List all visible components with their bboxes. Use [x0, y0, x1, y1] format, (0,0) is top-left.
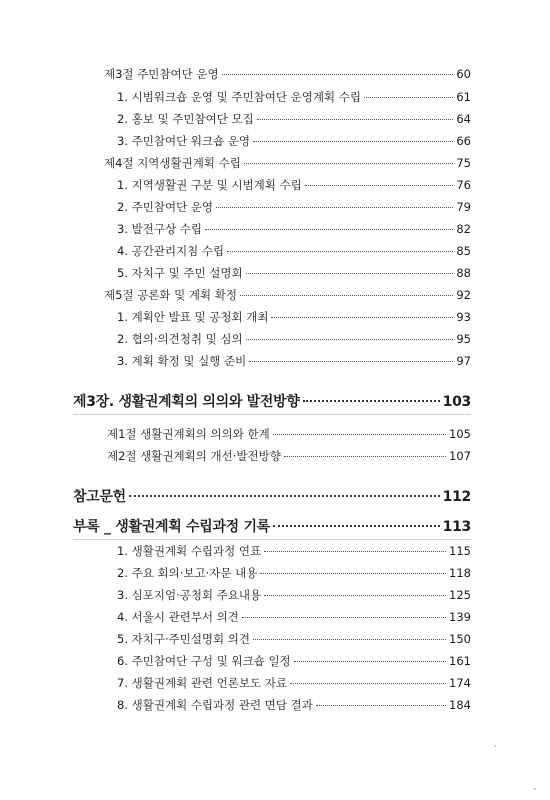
- toc-page-number: 85: [456, 244, 471, 258]
- toc-page-number: 95: [456, 332, 471, 346]
- dot-leader: [246, 273, 454, 274]
- toc-page-number: 112: [442, 489, 471, 505]
- toc-item[interactable]: [117, 653, 471, 669]
- toc-item[interactable]: [117, 631, 471, 647]
- toc-page-number: 184: [449, 698, 471, 712]
- dot-leader: [273, 525, 440, 527]
- toc-item[interactable]: [117, 697, 471, 713]
- scan-speck: [494, 745, 496, 747]
- toc-page-number: 75: [456, 156, 471, 170]
- dot-leader: [205, 229, 453, 230]
- toc-entry-title: 제4절 지역생활권계획 수립: [104, 156, 241, 170]
- toc-entry-title: 5. 자치구 및 주민 설명회: [117, 266, 243, 280]
- dot-leader: [249, 361, 453, 362]
- toc-item[interactable]: [117, 111, 471, 127]
- toc-section[interactable]: [107, 426, 471, 442]
- toc-page-number: 61: [456, 90, 471, 104]
- dot-leader: [271, 317, 453, 318]
- toc-page-number: 79: [456, 200, 471, 214]
- dot-leader: [227, 251, 453, 252]
- toc-entry-title: 3. 발전구상 수립: [117, 222, 202, 236]
- toc-page-number: 103: [442, 394, 471, 410]
- toc-entry-title: 1. 생활권계획 수립과정 연표: [117, 544, 262, 558]
- scan-speck: [534, 788, 536, 790]
- toc-entry-title: 6. 주민참여단 구성 및 워크숍 일정: [117, 654, 291, 668]
- toc-chapter-3[interactable]: [73, 391, 471, 411]
- toc-entry-title: 제1절 생활권계획의 의의와 한계: [107, 427, 270, 441]
- toc-entry-title: 1. 계획안 발표 및 공청회 개최: [117, 310, 269, 324]
- toc-page-number: 97: [456, 354, 471, 368]
- dot-leader: [222, 74, 454, 75]
- dot-leader: [264, 595, 446, 596]
- toc-chapter-title: 제3장. 생활권계획의 의의와 발전방향: [73, 394, 300, 410]
- dot-leader: [264, 551, 446, 552]
- dot-leader: [290, 683, 446, 684]
- toc-page-number: 88: [456, 266, 471, 280]
- toc-page-number: 66: [456, 134, 471, 148]
- toc-entry-title: 2. 주요 회의·보고·자문 내용: [117, 566, 258, 580]
- toc-page-number: 105: [449, 427, 471, 441]
- toc-entry-title: 4. 공간관리지침 수립: [117, 244, 225, 258]
- toc-page-number: 82: [456, 222, 471, 236]
- toc-entry-title: 5. 자치구·주민설명회 의견: [117, 632, 251, 646]
- dot-leader: [244, 163, 454, 164]
- toc-references[interactable]: [73, 486, 471, 506]
- dot-leader: [240, 295, 453, 296]
- toc-entry-title: 3. 계획 확정 및 실행 준비: [117, 354, 247, 368]
- toc-page-number: 92: [456, 288, 471, 302]
- toc-entry-title: 2. 홍보 및 주민참여단 모집: [117, 112, 254, 126]
- toc-page-number: 113: [442, 519, 471, 535]
- divider: [73, 414, 471, 415]
- toc-entry-title: 2. 협의·의견청취 및 심의: [117, 332, 243, 346]
- toc-item[interactable]: [117, 309, 471, 325]
- dot-leader: [273, 434, 446, 435]
- toc-page-number: 139: [449, 610, 471, 624]
- dot-leader: [294, 661, 446, 662]
- toc-item[interactable]: [117, 675, 471, 691]
- toc-entry-title: 제2절 생활권계획의 개선·발전방향: [107, 449, 281, 463]
- dot-leader: [253, 639, 446, 640]
- toc-page-number: 115: [449, 544, 471, 558]
- toc-page-number: 174: [449, 676, 471, 690]
- toc-page-number: 107: [449, 449, 471, 463]
- toc-page-number: 118: [449, 566, 471, 580]
- toc-section[interactable]: [104, 155, 471, 171]
- dot-leader: [253, 141, 453, 142]
- dot-leader: [305, 185, 454, 186]
- dot-leader: [257, 119, 454, 120]
- toc-item[interactable]: [117, 177, 471, 193]
- toc-chapter-title: 참고문헌: [73, 489, 126, 505]
- toc-appendix[interactable]: [73, 516, 471, 536]
- toc-entry-title: 4. 서울시 관련부서 의견: [117, 610, 239, 624]
- toc-item[interactable]: [117, 243, 471, 259]
- toc-item[interactable]: [117, 543, 471, 559]
- toc-item[interactable]: [117, 221, 471, 237]
- toc-entry-title: 제5절 공론화 및 계획 확정: [104, 288, 238, 302]
- toc-entry-title: 1. 지역생활권 구분 및 시범계획 수립: [117, 178, 302, 192]
- divider: [73, 539, 471, 540]
- dot-leader: [303, 400, 440, 402]
- toc-entry-title: 제3절 주민참여단 운영: [104, 67, 219, 81]
- toc-page-number: 93: [456, 310, 471, 324]
- toc-page-number: 64: [456, 112, 471, 126]
- toc-item[interactable]: [117, 353, 471, 369]
- toc-entry-title: 3. 심포지엄·공청회 주요내용: [117, 588, 262, 602]
- toc-entry-title: 1. 시범워크숍 운영 및 주민참여단 운영계획 수립: [117, 90, 361, 104]
- toc-page-number: 125: [449, 588, 471, 602]
- toc-entry-title: 2. 주민참여단 운영: [117, 200, 214, 214]
- dot-leader: [364, 97, 453, 98]
- toc-section[interactable]: [104, 66, 471, 82]
- dot-leader: [284, 456, 446, 457]
- toc-item[interactable]: [117, 199, 471, 215]
- toc-entry-title: 8. 생활권계획 수립과정 관련 면담 결과: [117, 698, 313, 712]
- toc-item[interactable]: [117, 587, 471, 603]
- dot-leader: [316, 705, 446, 706]
- toc-item[interactable]: [117, 265, 471, 281]
- toc-chapter-title: 부록 _ 생활권계획 수립과정 기록: [73, 519, 270, 535]
- toc-section[interactable]: [107, 448, 471, 464]
- toc-page-number: 150: [449, 632, 471, 646]
- dot-leader: [129, 495, 440, 497]
- toc-entry-title: 3. 주민참여단 워크숍 운영: [117, 134, 251, 148]
- toc-item[interactable]: [117, 565, 471, 581]
- toc-item[interactable]: [117, 609, 471, 625]
- toc-item[interactable]: [117, 89, 471, 105]
- toc-page-number: 161: [449, 654, 471, 668]
- toc-page-number: 76: [456, 178, 471, 192]
- dot-leader: [246, 339, 454, 340]
- toc-section[interactable]: [104, 287, 471, 303]
- dot-leader: [216, 207, 453, 208]
- toc-item[interactable]: [117, 331, 471, 347]
- dot-leader: [242, 617, 446, 618]
- toc-entry-title: 7. 생활권계획 관련 언론보도 자료: [117, 676, 288, 690]
- toc-item[interactable]: [117, 133, 471, 149]
- toc-page-number: 60: [456, 67, 471, 81]
- dot-leader: [260, 573, 446, 574]
